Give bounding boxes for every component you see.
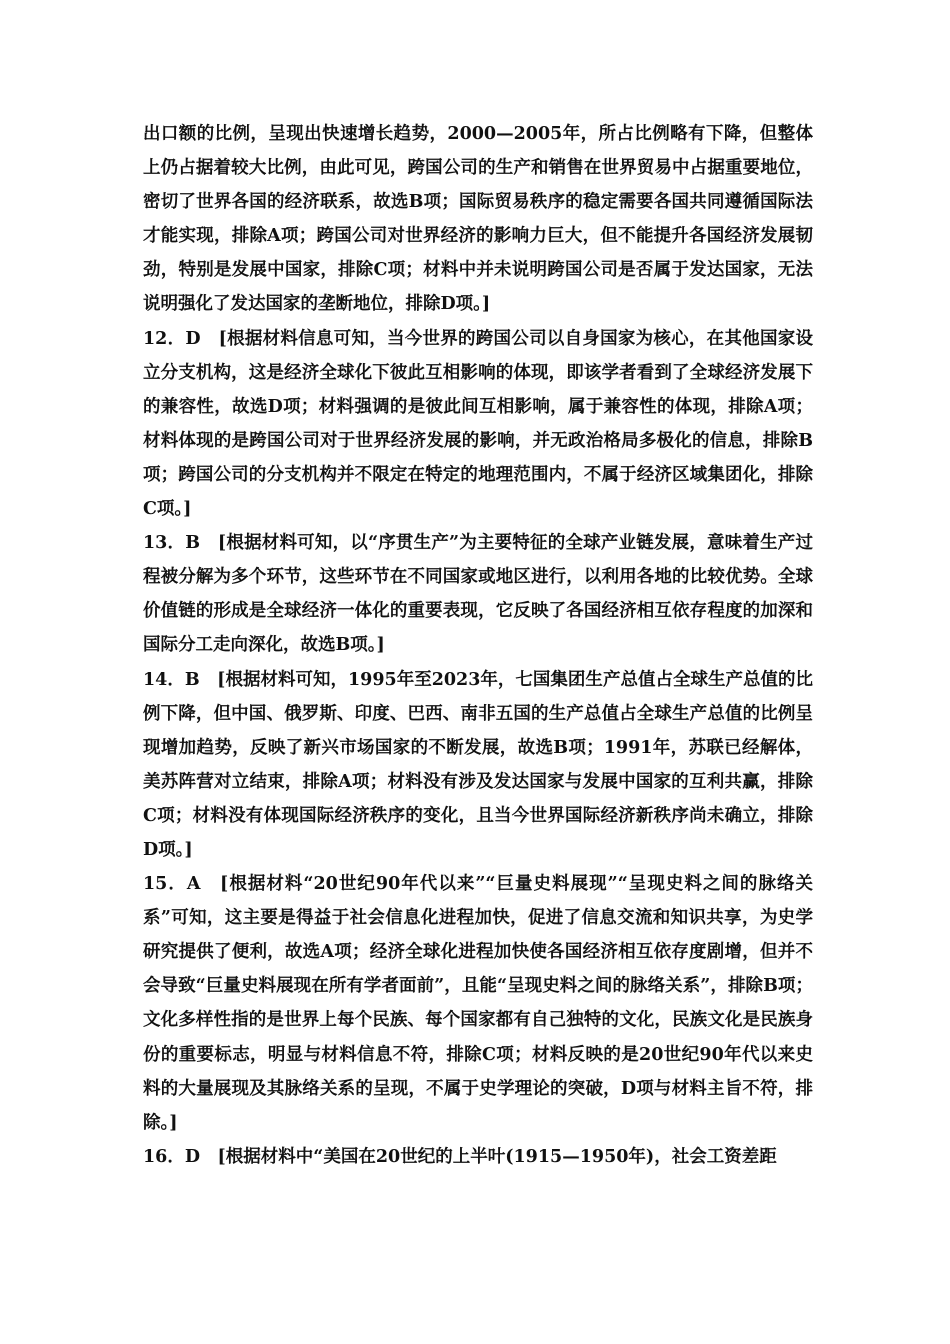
answer-paragraph-11-continued: 出口额的比例，呈现出快速增长趋势，2000—2005年，所占比例略有下降，但整体上仍占据着较大比例，由此可见，跨国公司的生产和销售在世界贸易中占据重要地位，密切了世界各国的经济联系，故选B项；国际贸易秩序的稳定需要各国共同遵循国际法才能实现，排除A项；跨国公司对世界经济的影响力巨大，但不能提升各国经济发展韧劲，特别是发展中国家，排除C项；材料中并未说明跨国公司是否属于发达国家，无法说明强化了发达国家的垄断地位，排除D项。] — [143, 124, 813, 315]
answer-paragraph-15: 15．A [根据材料“20世纪90年代以来”“巨量史料展现”“呈现史料之间的脉络关系”可知，这主要是得益于社会信息化进程加快，促进了信息交流和知识共享，为史学研究提供了便利，故选A项；经济全球化进程加快使各国经济相互依存度剧增，但并不会导致“巨量史料展现在所有学者面前”，且能“呈现史料之间的脉络关系”，排除B项；文化多样性指的是世界上每个民族、每个国家都有自己独特的文化，民族文化是民族身份的重要标志，明显与材料信息不符，排除C项；材料反映的是20世纪90年代以来史料的大量展现及其脉络关系的呈现，不属于史学理论的突破，D项与材料主旨不符，排除。] — [143, 874, 813, 1133]
answer-paragraph-14: 14．B [根据材料可知，1995年至2023年，七国集团生产总值占全球生产总值的比例下降，但中国、俄罗斯、印度、巴西、南非五国的生产总值占全球生产总值的比例呈现增加趋势，反映了新兴市场国家的不断发展，故选B项；1991年，苏联已经解体，美苏阵营对立结束，排除A项；材料没有涉及发达国家与发展中国家的互利共赢，排除C项；材料没有体现国际经济秩序的变化，且当今世界国际经济新秩序尚未确立，排除D项。] — [143, 669, 813, 860]
answer-paragraph-16: 16．D [根据材料中“美国在20世纪的上半叶(1915—1950年)，社会工资差距 — [143, 1146, 777, 1167]
answer-paragraph-12: 12．D [根据材料信息可知，当今世界的跨国公司以自身国家为核心，在其他国家设立分支机构，这是经济全球化下彼此互相影响的体现，即该学者看到了全球经济发展下的兼容性，故选D项；材料强调的是彼此间互相影响，属于兼容性的体现，排除A项；材料体现的是跨国公司对于世界经济发展的影响，并无政治格局多极化的信息，排除B项；跨国公司的分支机构并不限定在特定的地理范围内，不属于经济区域集团化，排除C项。] — [143, 328, 813, 520]
answer-paragraph-13: 13．B [根据材料可知，以“序贯生产”为主要特征的全球产业链发展，意味着生产过程被分解为多个环节，这些环节在不同国家或地区进行，以利用各地的比较优势。全球价值链的形成是全球经济一体化的重要表现，它反映了各国经济相互依存程度的加深和国际分工走向深化，故选B项。] — [143, 533, 813, 656]
document-page — [143, 117, 813, 1174]
